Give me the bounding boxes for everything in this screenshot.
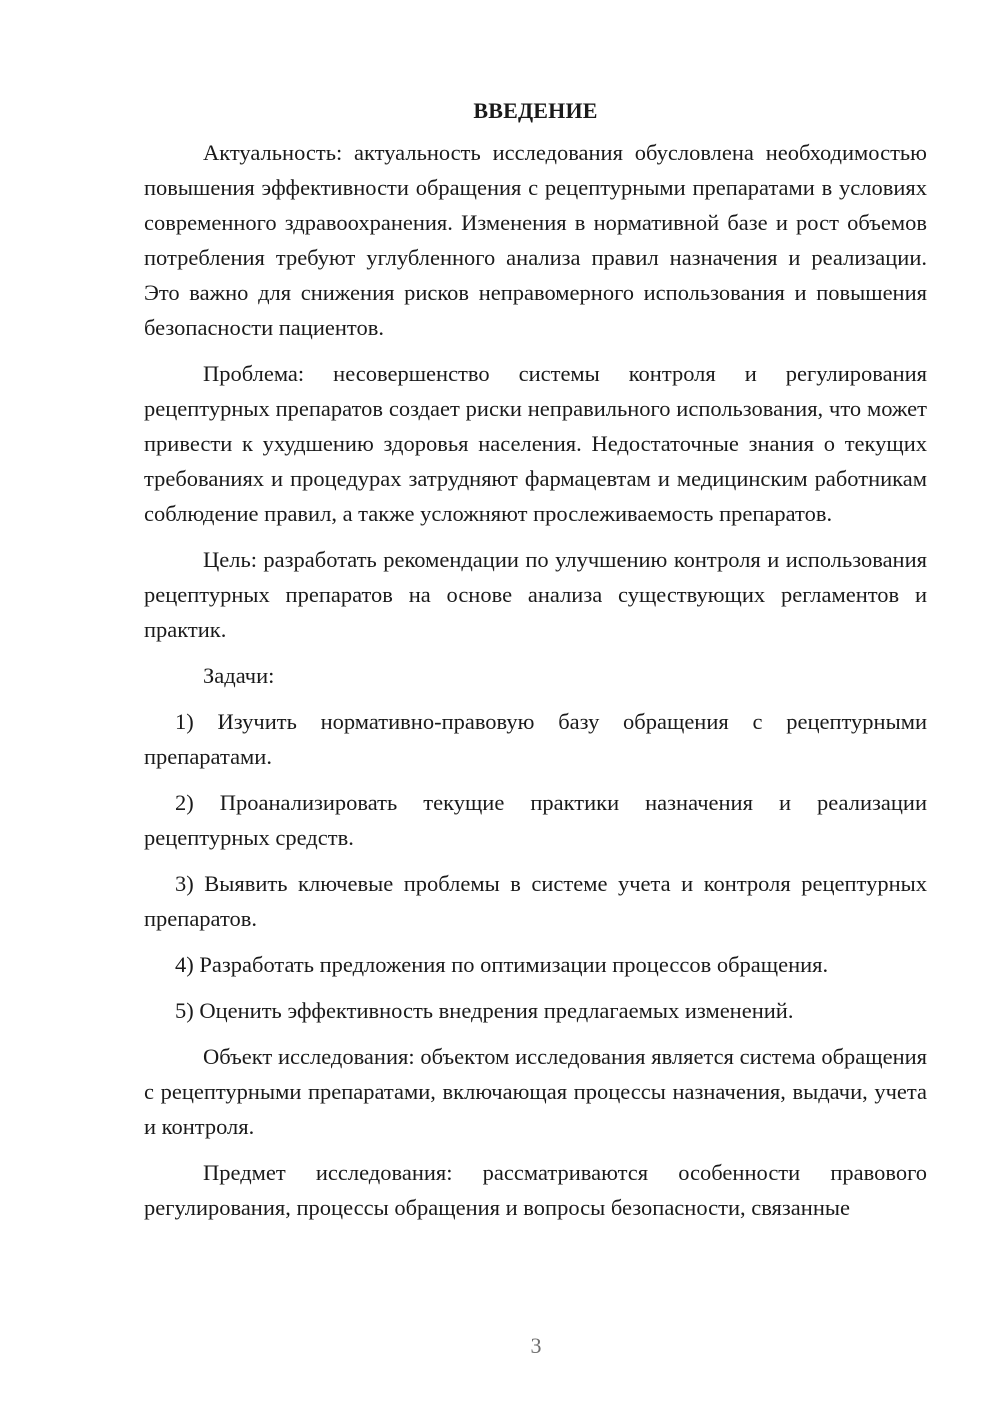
- paragraph-tasks-label: Задачи:: [203, 663, 275, 688]
- paragraph-goal: Цель: разработать рекомендации по улучшению контроля и использования рецептурных препаратов на основе анализа существующих регламентов и практик.: [144, 547, 927, 642]
- page-content: [144, 96, 927, 1236]
- paragraph-object: Объект исследования: объектом исследования является система обращения с рецептурными препаратами, включающая процессы назначения, выдачи, учета и контроля.: [144, 1044, 927, 1139]
- task-item-5: 5) Оценить эффективность внедрения предлагаемых изменений.: [175, 998, 794, 1023]
- section-heading: ВВЕДЕНИЕ: [473, 98, 598, 123]
- task-item-3: 3) Выявить ключевые проблемы в системе учета и контроля рецептурных препаратов.: [144, 871, 927, 931]
- paragraph-subject: Предмет исследования: рассматриваются особенности правового регулирования, процессы обращения и вопросы безопасности, связанные: [144, 1160, 927, 1220]
- paragraph-problem: Проблема: несовершенство системы контроля и регулирования рецептурных препаратов создает риски неправильного использования, что может привести к ухудшению здоровья населения. Недостаточные знания о текущих требованиях и процедурах затрудняют фармацевтам и медицинским работникам соблюдение правил, а также усложняют прослеживаемость препаратов.: [144, 361, 927, 526]
- task-item-1: 1) Изучить нормативно-правовую базу обращения с рецептурными препаратами.: [144, 709, 927, 769]
- task-item-4: 4) Разработать предложения по оптимизации процессов обращения.: [175, 952, 829, 977]
- paragraph-relevance: Актуальность: актуальность исследования обусловлена необходимостью повышения эффективности обращения с рецептурными препаратами в условиях современного здравоохранения. Изменения в нормативной базе и рост объемов потребления требуют углубленного анализа правил назначения и реализации. Это важно для снижения рисков неправомерного использования и повышения безопасности пациентов.: [144, 140, 927, 340]
- task-item-2: 2) Проанализировать текущие практики назначения и реализации рецептурных средств.: [144, 790, 927, 850]
- page-number: 3: [530, 1333, 542, 1358]
